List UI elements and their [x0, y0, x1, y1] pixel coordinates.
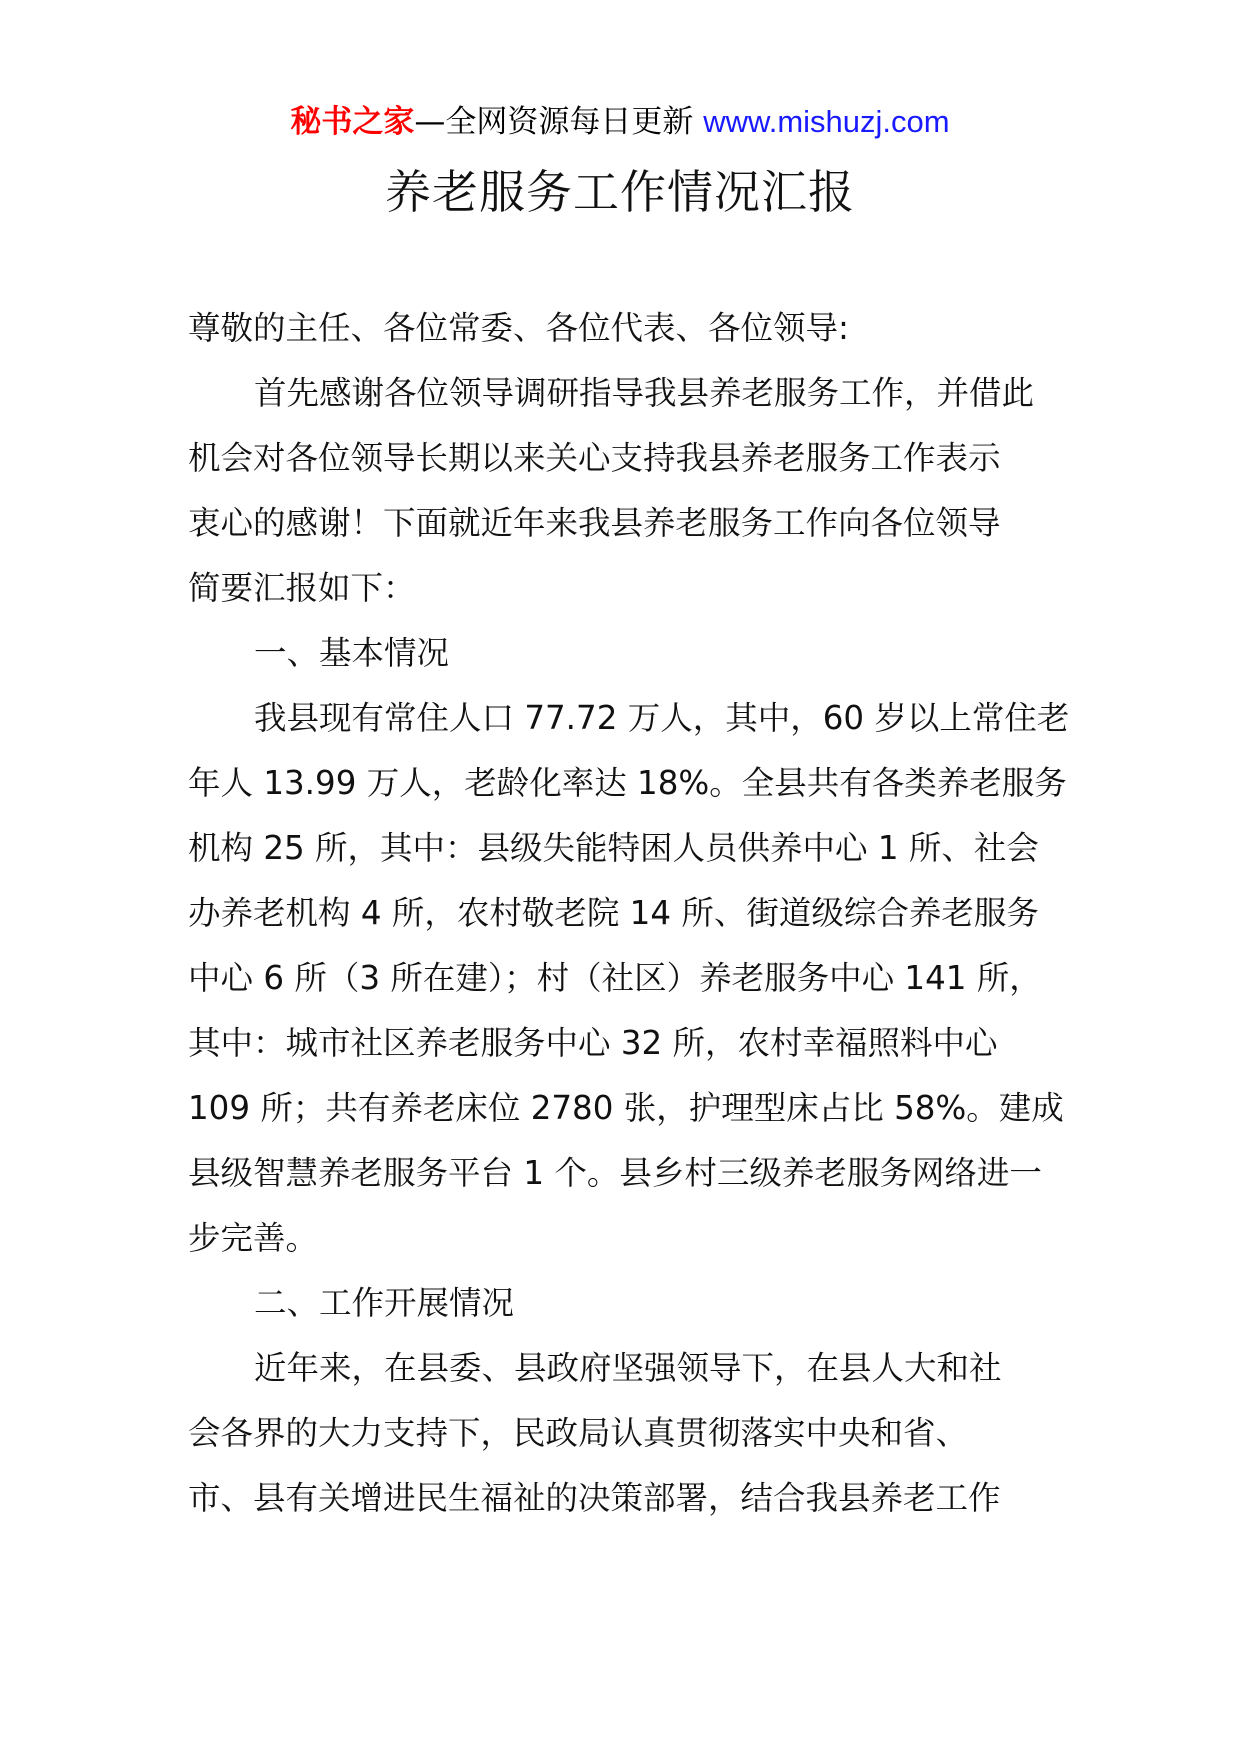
paragraph-line: 衷心的感谢！下面就近年来我县养老服务工作向各位领导 [188, 504, 1001, 542]
paragraph-line: 步完善。 [188, 1219, 319, 1257]
section-heading: 二、工作开展情况 [254, 1284, 515, 1322]
paragraph-line: 我县现有常住人口 77.72 万人，其中，60 岁以上常住老 [254, 699, 1070, 737]
paragraph-line: 市、县有关增进民生福祉的决策部署，结合我县养老工作 [188, 1479, 1001, 1517]
header-tagline: —全网资源每日更新 [414, 104, 704, 140]
site-header [0, 100, 1240, 144]
document-title: 养老服务工作情况汇报 [385, 165, 855, 219]
salutation: 尊敬的主任、各位常委、各位代表、各位领导: [188, 309, 849, 347]
paragraph-line: 机构 25 所，其中：县级失能特困人员供养中心 1 所、社会 [188, 829, 1039, 867]
paragraph-line: 会各界的大力支持下，民政局认真贯彻落实中央和省、 [188, 1414, 969, 1452]
paragraph-line: 中心 6 所（3 所在建）；村（社区）养老服务中心 141 所， [188, 959, 1042, 997]
site-url-link[interactable]: www.mishuzj.com [703, 104, 950, 139]
paragraph-line: 近年来，在县委、县政府坚强领导下，在县人大和社 [254, 1349, 1002, 1387]
paragraph-line: 办养老机构 4 所，农村敬老院 14 所、街道级综合养老服务 [188, 894, 1039, 932]
paragraph-line: 县级智慧养老服务平台 1 个。县乡村三级养老服务网络进一 [188, 1154, 1042, 1192]
paragraph-line: 机会对各位领导长期以来关心支持我县养老服务工作表示 [188, 439, 1001, 477]
section-heading: 一、基本情况 [254, 634, 450, 672]
paragraph-line: 年人 13.99 万人，老龄化率达 18%。全县共有各类养老服务 [188, 764, 1067, 802]
document-body [188, 296, 1070, 1531]
paragraph-line: 简要汇报如下： [188, 569, 416, 607]
paragraph-line: 109 所；共有养老床位 2780 张，护理型床占比 58%。建成 [188, 1089, 1064, 1127]
paragraph-line: 其中：城市社区养老服务中心 32 所，农村幸福照料中心 [188, 1024, 998, 1062]
brand-name: 秘书之家 [290, 104, 415, 140]
paragraph-line: 首先感谢各位领导调研指导我县养老服务工作，并借此 [254, 374, 1035, 412]
